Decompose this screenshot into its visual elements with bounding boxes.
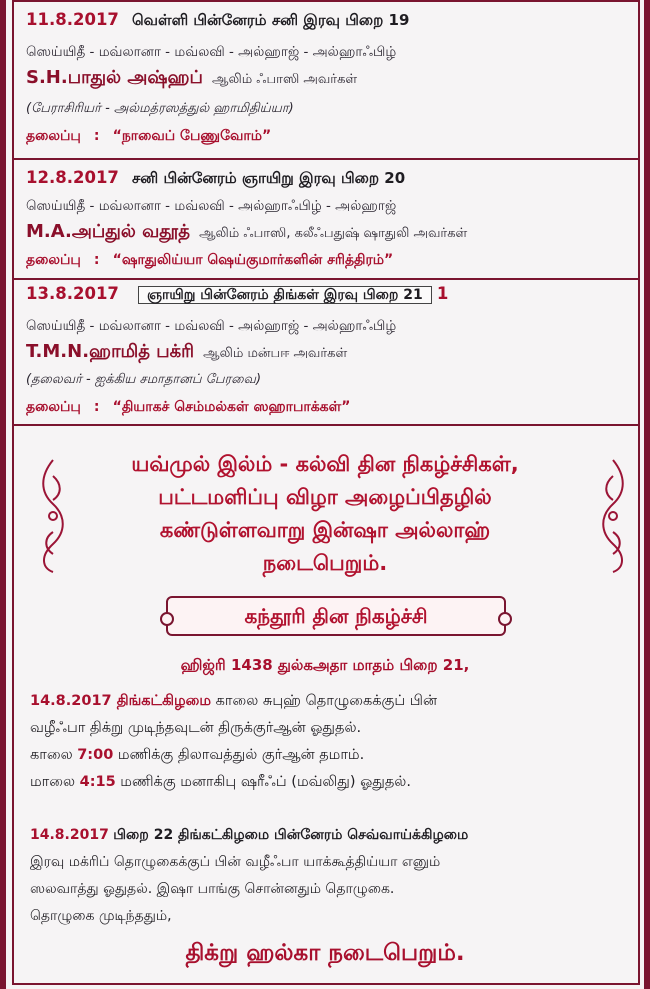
speaker-titles: ஸெய்யிதீ - மவ்லானா - மவ்லவி - அல்ஹாஜ் - அல்ஹாஃபிழ் [26,44,397,60]
evening-schedule [30,822,468,930]
para-text: பிறை 22 திங்கட்கிழமை பின்னேரம் செவ்வாய்க்கிழமை [113,827,469,843]
para-lead: 14.8.2017 [30,827,109,843]
program-section-1: 11.8.2017 வெள்ளி பின்னேரம் சனி இரவு பிறை 19 ஸெய்யிதீ - மவ்லானா - மவ்லவி - அல்ஹாஜ் - அல்ஹாஃபிழ் S.H.பாதுல் அஷ்ஹப் ஆலிம் ஃபாஸி அவர்கள் (பேராசிரியர் - அல்மத்ரஸத்துல் ஹாமிதிய்யா) தலைப்பு : “நாவைப் பேணுவோம்” [12,0,640,160]
topic-label: தலைப்பு [26,399,81,415]
program-section-3: 13.8.2017 ஞாயிறு பின்னேரம் திங்கள் இரவு பிறை 21 1 ஸெய்யிதீ - மவ்லானா - மவ்லவி - அல்ஹாஜ் - அல்ஹாஃபிழ் T.M.N.ஹாமித் பக்ரி ஆலிம் மன்பஈ அவர்கள் (தலைவர் - ஐக்கிய சமாதானப் பேரவை) தலைப்பு : “தியாகச் செம்மல்கள் ஸஹாபாக்கள்” [12,280,640,426]
para-text: காலை சுபுஹ் தொழுகைக்குப் பின் [215,693,438,709]
speaker-suffix: ஆலிம் மன்பஈ அவர்கள் [203,346,348,361]
program-date: 13.8.2017 [26,284,119,303]
program-section-2: 12.8.2017 சனி பின்னேரம் ஞாயிறு இரவு பிறை 20 ஸெய்யிதீ - மவ்லானா - மவ்லவி - அல்ஹாஃபிழ் - அல்ஹாஜ் M.A.அப்துல் வதூத் ஆலிம் ஃபாஸி, கலீஃபதுஷ் ஷாதுலி அவர்கள் தலைப்பு : “ஷாதுலிய்யா ஷெய்குமார்களின் சரித்திரம்” [12,160,640,280]
speaker-titles: ஸெய்யிதீ - மவ்லானா - மவ்லவி - அல்ஹாஜ் - அல்ஹாஃபிழ் [26,318,397,334]
program-header: சனி பின்னேரம் ஞாயிறு இரவு பிறை 20 [132,169,406,187]
topic-title: “நாவைப் பேணுவோம்” [112,128,272,144]
morning-schedule [30,688,437,796]
topic-title: “தியாகச் செம்மல்கள் ஸஹாபாக்கள்” [112,399,351,415]
speaker-titles: ஸெய்யிதீ - மவ்லானா - மவ்லவி - அல்ஹாஃபிழ் - அல்ஹாஜ் [26,198,397,214]
announcement-line: பட்டமளிப்பு விழா அழைப்பிதழில் [158,485,492,509]
program-date: 11.8.2017 [26,10,119,29]
para-text: வழீஃபா திக்று முடிந்தவுடன் திருக்குர்ஆன் ஓதுதல். [30,720,362,736]
para-text: மணிக்கு திலாவத்துல் குர்ஆன் தமாம். [113,747,365,763]
topic-label: தலைப்பு [26,128,81,144]
closing-line: திக்று ஹல்கா நடைபெறும். [185,940,465,966]
announcement-line: யவ்முல் இல்ம் - கல்வி தின நிகழ்ச்சிகள், [131,452,519,476]
speaker-name: T.M.N.ஹாமித் பக்ரி [26,341,195,362]
program-header: ஞாயிறு பின்னேரம் திங்கள் இரவு பிறை 21 [138,286,432,304]
program-header: வெள்ளி பின்னேரம் சனி இரவு பிறை 19 [132,11,410,29]
left-ornament-icon [36,456,70,576]
speaker-name: S.H.பாதுல் அஷ்ஹப் [26,67,203,88]
announcement-line: கண்டுள்ளவாறு இன்ஷா அல்லாஹ் [159,518,491,542]
kanduri-title-banner: கந்தூரி தின நிகழ்ச்சி [166,596,506,636]
topic-title: “ஷாதுலிய்யா ஷெய்குமார்களின் சரித்திரம்” [112,252,394,268]
speaker-name: M.A.அப்துல் வதூத் [26,221,190,242]
para-lead: 14.8.2017 திங்கட்கிழமை [30,693,212,709]
speaker-suffix: ஆலிம் ஃபாஸி அவர்கள் [212,72,358,87]
speaker-organization: (பேராசிரியர் - அல்மத்ரஸத்துல் ஹாமிதிய்யா) [26,101,294,116]
time-value: 4:15 [79,774,116,790]
para-text: ஸலவாத்து ஓதுதல். இஷா பாங்கு சொன்னதும் தொழுகை. [30,881,395,897]
hijri-date: ஹிஜ்ரி 1438 துல்கஅதா மாதம் பிறை 21, [180,656,470,674]
para-text: தொழுகை முடிந்ததும், [30,908,172,924]
speaker-organization: (தலைவர் - ஐக்கிய சமாதானப் பேரவை) [26,372,262,387]
program-header-trail: 1 [436,284,449,303]
right-ornament-icon [596,456,630,576]
program-date: 12.8.2017 [26,168,119,187]
para-text: மாலை [30,774,80,790]
time-value: 7:00 [77,747,114,763]
announcement-text [66,448,584,580]
para-text: மணிக்கு மனாகிபு ஷரீஃப் (மவ்லிது) ஓதுதல். [115,774,411,790]
para-text: காலை [30,747,78,763]
topic-label: தலைப்பு [26,252,81,268]
announcement-line: நடைபெறும். [262,551,388,575]
speaker-suffix: ஆலிம் ஃபாஸி, கலீஃபதுஷ் ஷாதுலி அவர்கள் [199,226,468,241]
para-text: இரவு மக்ரிப் தொழுகைக்குப் பின் வழீஃபா யாக்கூத்திய்யா எனும் [30,854,441,870]
